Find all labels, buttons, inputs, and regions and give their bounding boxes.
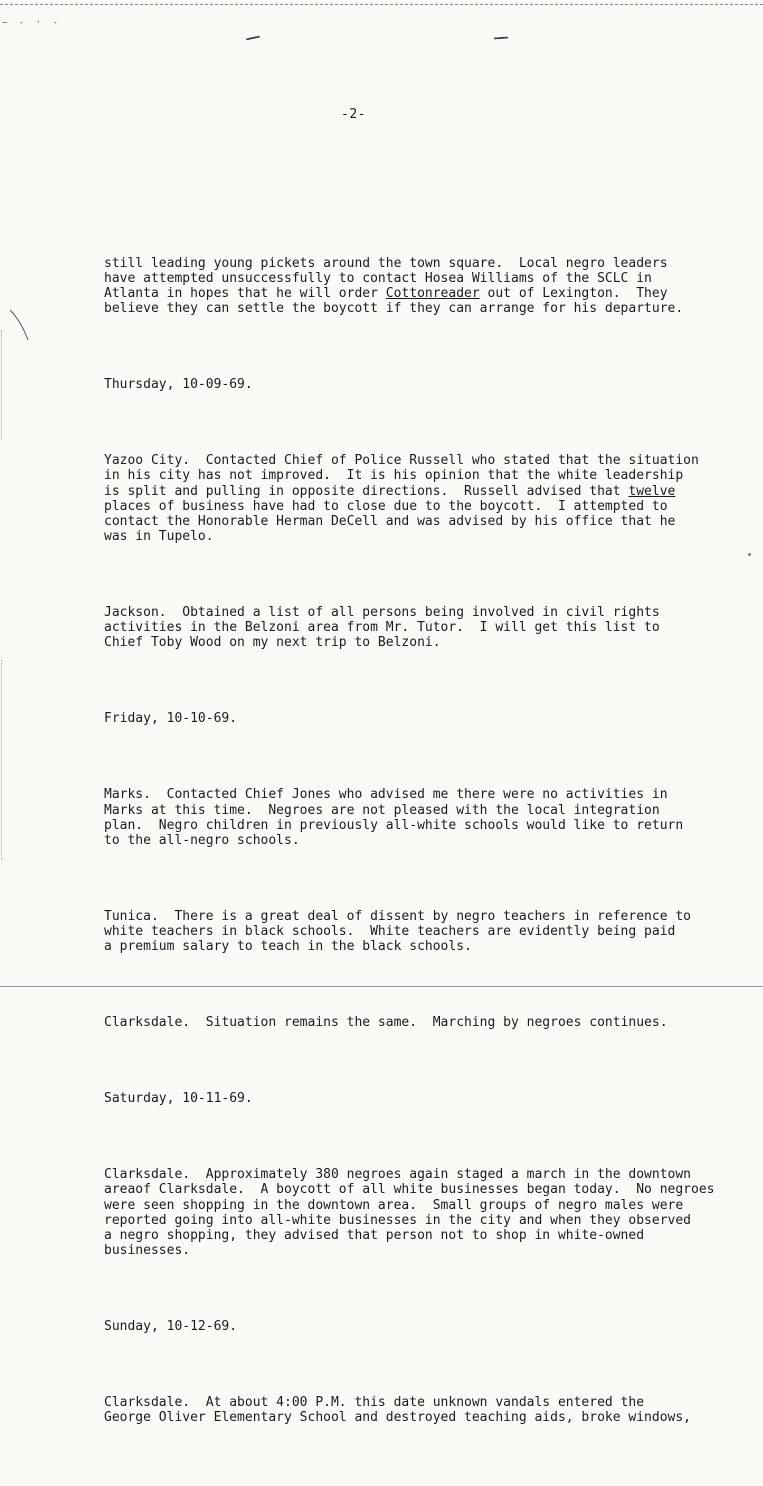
page-top-edge [0, 4, 763, 5]
date-heading: Sunday, 10-12-69. [104, 1319, 238, 1335]
text-line: businesses. [104, 1243, 191, 1259]
text-line: were seen shopping in the downtown area. Small groups of negro males were [104, 1197, 684, 1213]
text-line: was in Tupelo. [104, 529, 214, 545]
page-number: -2- [341, 107, 366, 122]
text-line: white teachers in black schools. White teachers are evidently being paid [104, 924, 676, 940]
paragraph-clarksdale-march [104, 1167, 744, 1258]
text-segment: is split and pulling in opposite directions. Russell advised that [104, 483, 629, 499]
text-line: plan. Negro children in previously all-white schools would like to return [104, 817, 684, 833]
paragraph-clarksdale-status [104, 1015, 744, 1030]
text-segment: out of Lexington. They [479, 285, 668, 301]
date-heading: Friday, 10-10-69. [104, 711, 238, 727]
text-line: Clarksdale. Approximately 380 negroes again staged a march in the downtown [104, 1167, 691, 1183]
date-heading: Thursday, 10-09-69. [104, 377, 253, 393]
text-line: activities in the Belzoni area from Mr. Tutor. I will get this list to [104, 620, 660, 636]
text-segment: Atlanta in hopes that he will order [104, 285, 386, 301]
text-line: Chief Toby Wood on my next trip to Belzoni. [104, 635, 441, 651]
punch-hole-mark [246, 36, 260, 41]
punch-hole-mark [494, 37, 508, 40]
scan-speck [748, 553, 751, 556]
text-line: Clarksdale. At about 4:00 P.M. this date unknown vandals entered the [104, 1395, 645, 1411]
date-heading-sunday [104, 1319, 744, 1334]
text-line: have attempted unsuccessfully to contact Hosea Williams of the SCLC in [104, 270, 652, 286]
margin-dotted-line [1, 330, 2, 440]
date-heading: Saturday, 10-11-69. [104, 1091, 253, 1107]
date-heading-thursday [104, 377, 744, 392]
text-line: Yazoo City. Contacted Chief of Police Russell who stated that the situation [104, 453, 699, 469]
date-heading-friday [104, 711, 744, 726]
corner-scan-mark: — - · - [2, 18, 61, 28]
text-line: areaof Clarksdale. A boycott of all white businesses began today. No negroes [104, 1182, 715, 1198]
text-line: Jackson. Obtained a list of all persons being involved in civil rights [104, 605, 660, 621]
date-heading-saturday [104, 1091, 744, 1106]
paragraph-clarksdale-vandals [104, 1395, 744, 1425]
paragraph-jackson [104, 605, 744, 651]
paragraph-tunica [104, 909, 744, 955]
underlined-name: Cottonreader [385, 285, 480, 301]
text-line: reported going into all-white businesses in the city and when they observed [104, 1212, 691, 1228]
paragraph-lexington [104, 256, 744, 317]
text-line: in his city has not improved. It is his opinion that the white leadership [104, 468, 684, 484]
text-line: Marks. Contacted Chief Jones who advised me there were no activities in [104, 787, 668, 803]
paragraph-marks [104, 787, 744, 848]
underlined-word: twelve [628, 483, 676, 499]
margin-pen-mark [8, 308, 30, 342]
text-line [104, 484, 744, 499]
text-line: Marks at this time. Negroes are not pleased with the local integration [104, 802, 660, 818]
text-line: places of business have had to close due to the boycott. I attempted to [104, 498, 668, 514]
text-line: Tunica. There is a great deal of dissent by negro teachers in reference to [104, 908, 691, 924]
text-line: contact the Honorable Herman DeCell and was advised by his office that he [104, 513, 676, 529]
text-line [104, 286, 744, 301]
margin-dotted-line [1, 660, 2, 860]
text-line: a negro shopping, they advised that person not to shop in white-owned [104, 1228, 645, 1244]
document-body [104, 210, 744, 1486]
text-line: Clarksdale. Situation remains the same. Marching by negroes continues. [104, 1015, 668, 1031]
text-line: believe they can settle the boycott if they can arrange for his departure. [104, 301, 684, 317]
paragraph-yazoo-city [104, 453, 744, 544]
text-line: to the all-negro schools. [104, 832, 300, 848]
text-line: still leading young pickets around the town square. Local negro leaders [104, 255, 668, 271]
text-line: a premium salary to teach in the black schools. [104, 939, 472, 955]
text-line: George Oliver Elementary School and destroyed teaching aids, broke windows, [104, 1410, 691, 1426]
